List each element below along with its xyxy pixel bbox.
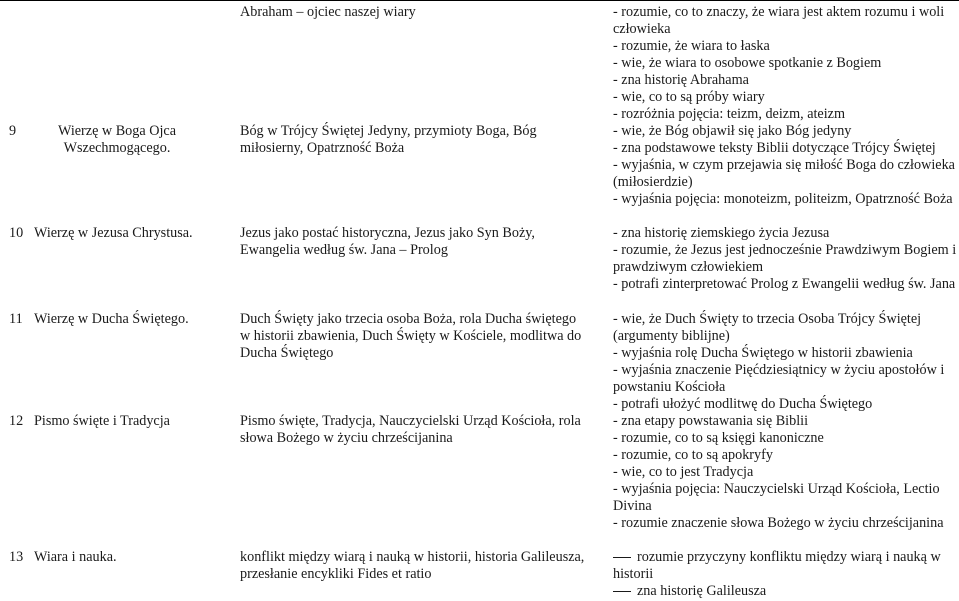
outcome-item: - wie, że wiara to osobowe spotkanie z Bogiem — [613, 55, 882, 71]
outcomes-cell-9 — [613, 123, 959, 208]
outcome-item: - wyjaśnia pojęcia: Nauczycielski Urząd Kościoła, Lectio Divina — [613, 481, 940, 514]
outcomes-cell-12 — [613, 413, 959, 532]
row-title: Wierzę w Ducha Świętego. — [34, 311, 189, 327]
outcome-item: - rozumie, że Jezus jest jednocześnie Prawdziwym Bogiem i prawdziwym człowiekiem — [613, 242, 957, 275]
topic-cell-12 — [240, 413, 581, 447]
topic-line: miłosierny, Opatrzność Boża — [240, 140, 405, 156]
outcomes-cell-11 — [613, 311, 959, 413]
dash-bullet-icon — [613, 557, 631, 558]
outcome-item: - wyjaśnia znaczenie Pięćdziesiątnicy w życiu apostołów i powstaniu Kościoła — [613, 362, 945, 395]
outcomes-cell-10 — [613, 225, 959, 293]
outcome-item: - wyjaśnia rolę Ducha Świętego w historii zbawienia — [613, 345, 913, 361]
topic-line: konflikt między wiarą i nauką w historii, historia Galileusza, — [240, 549, 585, 565]
row-title: Wierzę w Jezusa Chrystusa. — [34, 225, 193, 241]
row-title-line: Wierzę w Boga Ojca — [58, 123, 176, 139]
row-number: 13 — [9, 549, 24, 565]
row-divider — [0, 0, 959, 1]
outcome-item: - wyjaśnia, w czym przejawia się miłość Boga do człowieka (miłosierdzie) — [613, 157, 955, 190]
outcome-item: - rozumie, że wiara to łaska — [613, 38, 770, 54]
topic-line: Bóg w Trójcy Świętej Jedyny, przymioty Boga, Bóg — [240, 123, 537, 139]
outcome-item: - wie, że Duch Święty to trzecia Osoba Trójcy Świętej (argumenty biblijne) — [613, 311, 922, 344]
topic-cell-11 — [240, 311, 581, 362]
outcome-text: zna historię Galileusza — [637, 583, 767, 599]
topic-line: Jezus jako postać historyczna, Jezus jako Syn Boży, — [240, 225, 535, 241]
outcome-item: - rozróżnia pojęcia: teizm, deizm, ateizm — [613, 106, 846, 122]
topic-line: słowa Bożego w życiu chrześcijanina — [240, 430, 453, 446]
outcome-item: - zna podstawowe teksty Biblii dotyczące Trójcy Świętej — [613, 140, 936, 156]
outcome-item: - potrafi zinterpretować Prolog z Ewangelii według św. Jana — [613, 276, 956, 292]
row-title: Pismo święte i Tradycja — [34, 413, 170, 429]
topic-line: Abraham – ojciec naszej wiary — [240, 4, 416, 20]
outcome-item: - zna historię Abrahama — [613, 72, 749, 88]
outcome-item: - rozumie znaczenie słowa Bożego w życiu chrześcijanina — [613, 515, 944, 531]
outcome-item: - wie, że Bóg objawił się jako Bóg jedyny — [613, 123, 852, 139]
outcome-text: rozumie przyczyny konfliktu między wiarą i nauką w historii — [613, 549, 941, 582]
topic-cell-abraham — [240, 4, 416, 21]
outcome-item — [613, 583, 959, 600]
row-title-line: Wszechmogącego. — [63, 140, 171, 156]
topic-line: w historii zbawienia, Duch Święty w Kościele, modlitwa do — [240, 328, 582, 344]
topic-cell-9 — [240, 123, 537, 157]
outcome-item: - wie, co to są próby wiary — [613, 89, 765, 105]
row-number: 9 — [9, 123, 17, 139]
topic-cell-13 — [240, 549, 584, 583]
dash-bullet-icon — [613, 591, 631, 592]
outcome-item: - wie, co to jest Tradycja — [613, 464, 754, 480]
row-title: Wiara i nauka. — [34, 549, 117, 565]
topic-line: Duch Święty jako trzecia osoba Boża, rola Ducha świętego — [240, 311, 577, 327]
outcome-item: - zna historię ziemskiego życia Jezusa — [613, 225, 830, 241]
topic-line: Ewangelia według św. Jana – Prolog — [240, 242, 448, 258]
outcome-item: - rozumie, co to są apokryfy — [613, 447, 773, 463]
outcome-item: - rozumie, co to znaczy, że wiara jest aktem rozumu i woli człowieka — [613, 4, 945, 37]
row-number: 12 — [9, 413, 24, 429]
row-number: 11 — [9, 311, 23, 327]
topic-line: Pismo święte, Tradycja, Nauczycielski Urząd Kościoła, rola — [240, 413, 581, 429]
topic-line: Ducha Świętego — [240, 345, 334, 361]
outcome-item: - zna etapy powstawania się Biblii — [613, 413, 809, 429]
row-title — [37, 123, 197, 157]
outcome-item: - potrafi ułożyć modlitwę do Ducha Świętego — [613, 396, 873, 412]
topic-cell-10 — [240, 225, 535, 259]
outcome-item — [613, 549, 959, 583]
topic-line: przesłanie encykliki Fides et ratio — [240, 566, 432, 582]
outcome-item: - wyjaśnia pojęcia: monoteizm, politeizm, Opatrzność Boża — [613, 191, 953, 207]
row-number: 10 — [9, 225, 24, 241]
outcomes-cell-13 — [613, 549, 959, 600]
outcome-item: - rozumie, co to są księgi kanoniczne — [613, 430, 824, 446]
outcomes-cell-abraham — [613, 4, 959, 123]
